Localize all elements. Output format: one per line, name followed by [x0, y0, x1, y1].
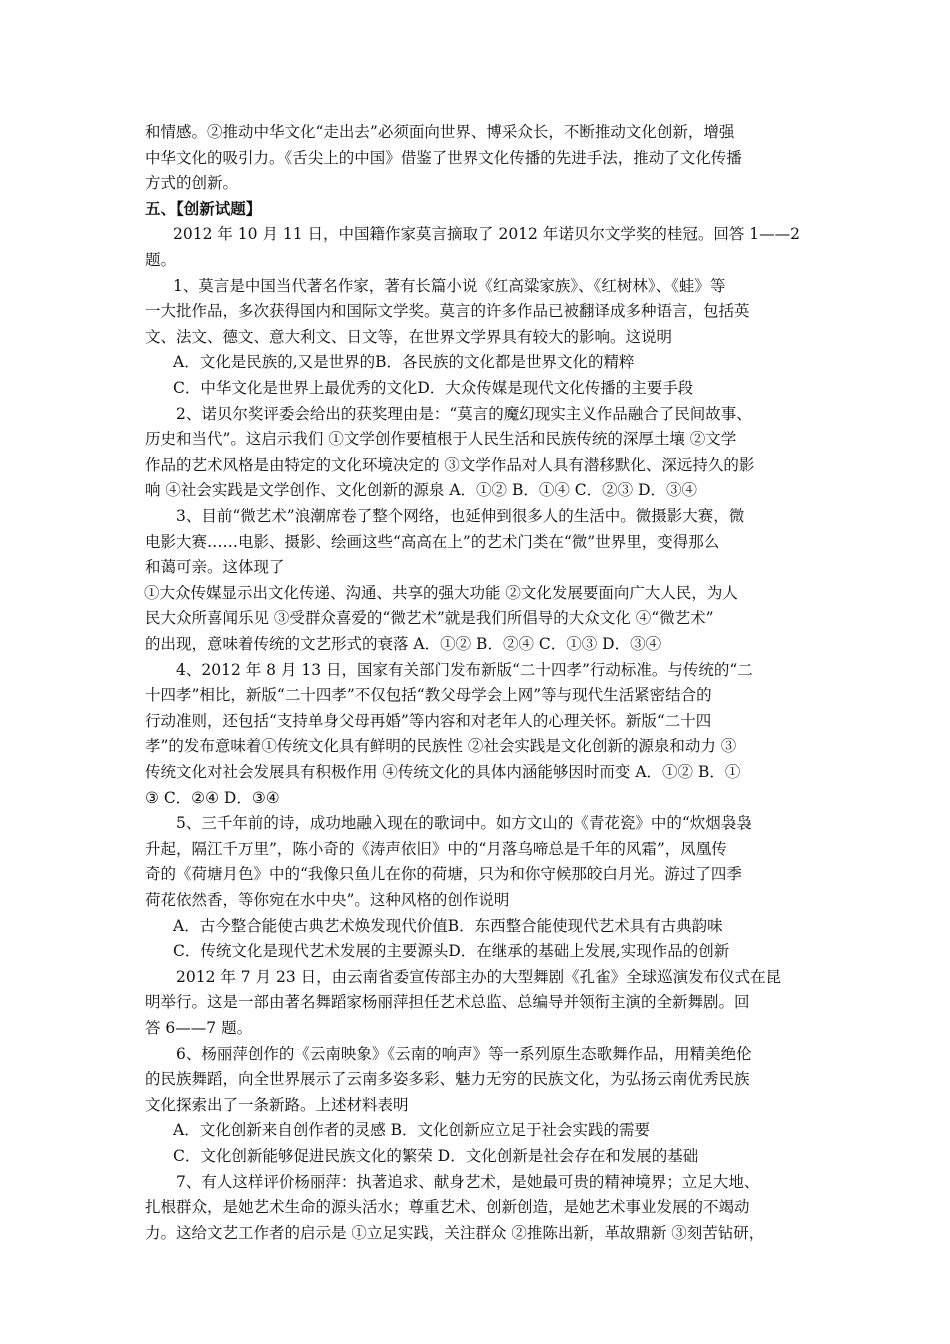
text-line: 中华文化的吸引力。《舌尖上的中国》借鉴了世界文化传播的先进手法，推动了文化传播 [145, 148, 742, 167]
text-line: 一大批作品，多次获得国内和国际文学奖。莫言的许多作品已被翻译成多种语言，包括英 [145, 302, 750, 321]
text-line: A．文化创新来自创作者的灵感 B．文化创新应立足于社会实践的需要 [173, 1121, 651, 1140]
text-line: 3、目前“微艺术”浪潮席卷了整个网络，也延伸到很多人的生活中。微摄影大赛，微 [176, 507, 745, 525]
text-line: 6、杨丽萍创作的《云南映象》《云南的响声》等一系列原生态歌舞作品，用精美绝伦 [176, 1044, 752, 1063]
text-line: 历史和当代”。这启示我们 ①文学创作要植根于人民生活和民族传统的深厚土壤 ②文学 [145, 430, 737, 449]
text-line: 响 ④社会实践是文学创作、文化创新的源泉 A．①② B．①④ C．②③ D．③④ [145, 481, 698, 500]
text-line: 作品的艺术风格是由特定的文化环境决定的 ③文学作品对人具有潜移默化、深远持久的影 [145, 455, 755, 474]
text-line: 电影大赛……电影、摄影、绘画这些“高高在上”的艺术门类在“微”世界里，变得那么 [145, 532, 720, 551]
section-heading: 五、【创新试题】 [145, 198, 262, 218]
text-line: A．古今整合能使古典艺术焕发现代价值B．东西整合能使现代艺术具有古典韵味 [173, 916, 723, 935]
text-line: C．文化创新能够促进民族文化的繁荣 D．文化创新是社会存在和发展的基础 [173, 1147, 699, 1165]
text-line: 民大众所喜闻乐见 ③受群众喜爱的“微艺术”就是我们所倡导的大众文化 ④“微艺术” [145, 609, 714, 628]
text-line: ①大众传媒显示出文化传递、沟通、共享的强大功能 ②文化发展要面向广大人民，为人 [144, 583, 738, 602]
text-line: 传统文化对社会发展具有积极作用 ④传统文化的具体内涵能够因时而变 A．①② B．① [145, 763, 741, 781]
text-line: ③ C．②④ D．③④ [145, 788, 280, 807]
text-line: 答 6——7 题。 [145, 1019, 253, 1037]
text-line: 和情感。②推动中华文化“走出去”必须面向世界、博采众长，不断推动文化创新，增强 [145, 123, 735, 141]
text-line: 4、2012 年 8 月 13 日，国家有关部门发布新版“二十四孝”行动标准。与传统的“二 [176, 660, 753, 679]
text-line: 的出现，意味着传统的文艺形式的衰落 A．①② B．②④ C．①③ D．③④ [145, 635, 662, 653]
text-line: A．文化是民族的,又是世界的B．各民族的文化都是世界文化的精粹 [173, 353, 635, 372]
text-line: 和蔼可亲。这体现了 [145, 558, 285, 577]
text-line: 力。这给文艺工作者的启示是 ①立足实践，关注群众 ②推陈出新，革故鼎新 ③刻苦钻研， [145, 1223, 765, 1242]
text-line: C．中华文化是世界上最优秀的文化D．大众传媒是现代文化传播的主要手段 [173, 379, 694, 397]
text-line: 升起，隔江千万里”，陈小奇的《涛声依旧》中的“月落乌啼总是千年的风霜”，凤凰传 [145, 839, 727, 858]
text-line: 文化探索出了一条新路。上述材料表明 [145, 1095, 409, 1114]
text-line: C．传统文化是现代艺术发展的主要源头D．在继承的基础上发展,实现作品的创新 [173, 942, 730, 961]
text-line: 荷花依然香，等你宛在水中央”。这种风格的创作说明 [145, 891, 510, 909]
text-line: 方式的创新。 [145, 174, 239, 193]
text-line: 的民族舞蹈，向全世界展示了云南多姿多彩、魅力无穷的民族文化，为弘扬云南优秀民族 [145, 1070, 750, 1089]
text-line: 2012 年 7 月 23 日，由云南省委宣传部主办的大型舞剧《孔雀》全球巡演发布仪式在昆 [176, 967, 782, 986]
text-line: 2012 年 10 月 11 日，中国籍作家莫言摘取了 2012 年诺贝尔文学奖的桂冠。回答 1——2 [173, 225, 800, 244]
text-line: 文、法文、德文、意大利文、日文等，在世界文学界具有较大的影响。这说明 [145, 327, 673, 346]
text-line: 扎根群众，是她艺术生命的源头活水；尊重艺术、创新创造，是她艺术事业发展的不竭动 [145, 1198, 750, 1217]
text-line: 5、三千年前的诗，成功地融入现在的歌词中。如方文山的《青花瓷》中的“炊烟袅袅 [176, 814, 752, 833]
text-line: 奇的《荷塘月色》中的“我像只鱼儿在你的荷塘，只为和你守候那皎白月光。游过了四季 [145, 865, 742, 884]
text-line: 明举行。这是一部由著名舞蹈家杨丽萍担任艺术总监、总编导并领衔主演的全新舞剧。回 [145, 993, 750, 1012]
text-line: 2、诺贝尔奖评委会给出的获奖理由是：“莫言的魔幻现实主义作品融合了民间故事、 [176, 404, 752, 423]
text-line: 1、莫言是中国当代著名作家，著有长篇小说《红高粱家族》、《红树林》、《蛙》等 [173, 276, 726, 295]
text-line: 题。 [145, 251, 177, 269]
text-line: 十四孝”相比，新版“二十四孝”不仅包括“教父母学会上网”等与现代生活紧密结合的 [145, 686, 712, 705]
text-line: 7、有人这样评价杨丽萍：执著追求、献身艺术，是她最可贵的精神境界；立足大地、 [176, 1172, 760, 1191]
text-line: 孝”的发布意味着①传统文化具有鲜明的民族性 ②社会实践是文化创新的源泉和动力 ③ [145, 737, 737, 756]
text-line: 行动准则，还包括“支持单身父母再婚”等内容和对老年人的心理关怀。新版“二十四 [145, 711, 712, 730]
